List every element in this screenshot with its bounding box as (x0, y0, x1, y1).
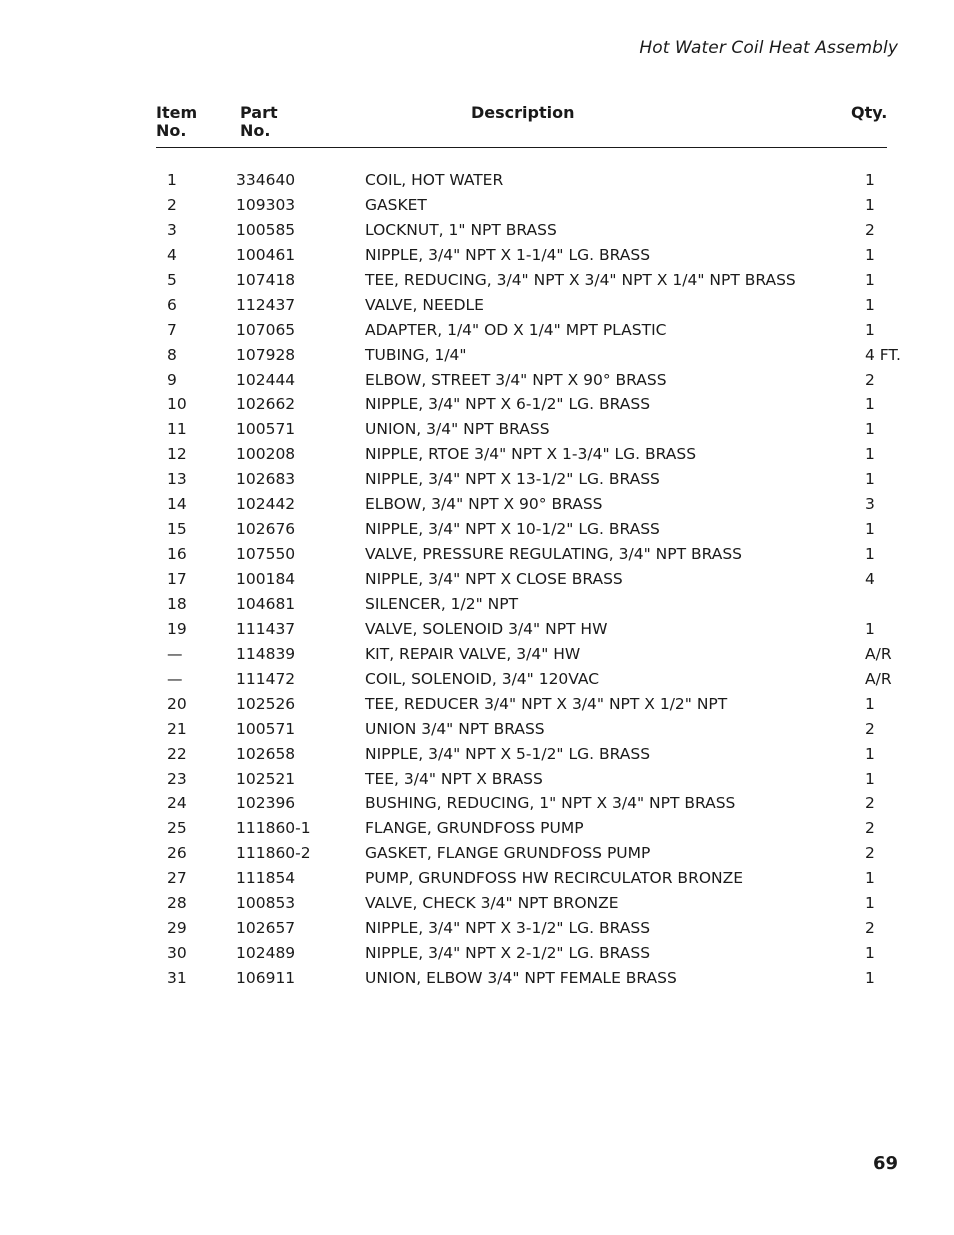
table-row (0, 816, 954, 841)
item-number: 11 (167, 420, 187, 439)
quantity: A/R (865, 669, 892, 688)
part-number: 100208 (236, 445, 296, 464)
quantity: 2 (865, 220, 875, 239)
item-number: 12 (167, 445, 187, 464)
header-item-no-line1: Item (156, 103, 198, 122)
part-description: SILENCER, 1/2" NPT (365, 594, 519, 613)
part-description: VALVE, PRESSURE REGULATING, 3/4" NPT BRASS (365, 545, 743, 564)
header-item-no-line2: No. (156, 121, 187, 140)
part-description: UNION, ELBOW 3/4" NPT FEMALE BRASS (365, 969, 677, 987)
table-row (0, 368, 954, 393)
item-number: 29 (167, 919, 187, 938)
part-description: GASKET (365, 195, 427, 214)
item-number: 28 (167, 894, 187, 913)
part-number: 102658 (236, 744, 296, 763)
part-number: 102676 (236, 520, 296, 539)
table-row (0, 442, 954, 467)
table-row (0, 243, 954, 268)
part-number: 107928 (236, 345, 296, 364)
table-row (0, 717, 954, 742)
item-number: 14 (167, 495, 187, 514)
quantity: 1 (865, 395, 875, 414)
header-divider (156, 147, 887, 148)
table-row (0, 592, 954, 617)
table-row (0, 542, 954, 567)
table-row (0, 318, 954, 343)
table-row (0, 642, 954, 667)
item-number: 3 (167, 220, 177, 239)
header-description: Description (471, 103, 575, 122)
header-item-no (156, 104, 197, 140)
part-description: LOCKNUT, 1" NPT BRASS (365, 220, 557, 239)
table-row (0, 841, 954, 866)
quantity: 2 (865, 794, 875, 813)
part-number: 111860-2 (236, 844, 311, 863)
quantity: 1 (865, 744, 875, 763)
quantity: 1 (865, 619, 875, 638)
part-description: TEE, 3/4" NPT X BRASS (365, 769, 543, 788)
part-number: 100571 (236, 420, 296, 439)
part-number: 111437 (236, 619, 296, 638)
part-number: 100853 (236, 894, 296, 913)
part-number: 100571 (236, 719, 296, 738)
quantity: 1 (865, 320, 875, 339)
part-description: NIPPLE, 3/4" NPT X 3-1/2" LG. BRASS (365, 919, 651, 938)
quantity: 1 (865, 245, 875, 264)
part-description: TEE, REDUCING, 3/4" NPT X 3/4" NPT X 1/4" NPT BRASS (365, 270, 796, 289)
item-number: 17 (167, 570, 187, 588)
quantity: 1 (865, 944, 875, 963)
table-row (0, 392, 954, 417)
table-row (0, 966, 954, 991)
table-row (0, 866, 954, 891)
table-row (0, 492, 954, 517)
quantity: 1 (865, 171, 875, 189)
part-number: 114839 (236, 644, 296, 663)
table-row (0, 742, 954, 767)
quantity: 1 (865, 894, 875, 913)
part-number: 102444 (236, 370, 296, 389)
item-number: 22 (167, 744, 187, 763)
part-description: UNION 3/4" NPT BRASS (365, 719, 545, 738)
quantity: 2 (865, 844, 875, 863)
part-number: 102442 (236, 495, 296, 514)
table-row (0, 941, 954, 966)
part-description: VALVE, SOLENOID 3/4" NPT HW (365, 619, 608, 638)
quantity: 1 (865, 520, 875, 539)
part-number: 100184 (236, 570, 296, 588)
table-row (0, 617, 954, 642)
quantity: A/R (865, 644, 892, 663)
item-number: — (167, 669, 183, 688)
quantity: 4 (865, 570, 875, 588)
table-row (0, 767, 954, 792)
part-number: 107418 (236, 270, 296, 289)
item-number: 2 (167, 195, 177, 214)
part-description: ELBOW, 3/4" NPT X 90° BRASS (365, 495, 603, 514)
part-description: ADAPTER, 1/4" OD X 1/4" MPT PLASTIC (365, 320, 667, 339)
part-number: 102662 (236, 395, 296, 414)
table-row (0, 567, 954, 592)
part-description: KIT, REPAIR VALVE, 3/4" HW (365, 644, 581, 663)
table-row (0, 517, 954, 542)
item-number: 7 (167, 320, 177, 339)
item-number: 31 (167, 969, 187, 987)
item-number: 9 (167, 370, 177, 389)
part-description: COIL, SOLENOID, 3/4" 120VAC (365, 669, 600, 688)
item-number: 5 (167, 270, 177, 289)
quantity: 1 (865, 694, 875, 713)
item-number: 8 (167, 345, 177, 364)
table-row (0, 193, 954, 218)
quantity: 1 (865, 969, 875, 987)
part-description: TUBING, 1/4" (365, 345, 467, 364)
part-description: NIPPLE, 3/4" NPT X CLOSE BRASS (365, 570, 623, 588)
part-number: 102489 (236, 944, 296, 963)
quantity: 1 (865, 769, 875, 788)
part-description: ELBOW, STREET 3/4" NPT X 90° BRASS (365, 370, 667, 389)
item-number: 6 (167, 295, 177, 314)
table-row (0, 168, 954, 193)
table-row (0, 791, 954, 816)
quantity: 1 (865, 195, 875, 214)
table-row (0, 692, 954, 717)
part-number: 107065 (236, 320, 296, 339)
quantity: 3 (865, 495, 875, 514)
part-number: 109303 (236, 195, 296, 214)
part-description: VALVE, NEEDLE (365, 295, 484, 314)
quantity: 1 (865, 420, 875, 439)
table-row (0, 667, 954, 692)
part-number: 111472 (236, 669, 296, 688)
quantity: 1 (865, 295, 875, 314)
part-number: 102521 (236, 769, 296, 788)
item-number: 20 (167, 694, 187, 713)
part-number: 100461 (236, 245, 296, 264)
part-number: 334640 (236, 171, 296, 189)
page-number: 69 (872, 1153, 898, 1174)
header-part-no-line1: Part (240, 103, 278, 122)
table-row (0, 343, 954, 368)
part-description: PUMP, GRUNDFOSS HW RECIRCULATOR BRONZE (365, 869, 744, 888)
item-number: 18 (167, 594, 187, 613)
part-number: 102683 (236, 470, 296, 489)
part-description: TEE, REDUCER 3/4" NPT X 3/4" NPT X 1/2" NPT (365, 694, 728, 713)
item-number: 13 (167, 470, 187, 489)
part-description: NIPPLE, 3/4" NPT X 6-1/2" LG. BRASS (365, 395, 651, 414)
quantity: 1 (865, 545, 875, 564)
part-description: NIPPLE, 3/4" NPT X 5-1/2" LG. BRASS (365, 744, 651, 763)
item-number: 30 (167, 944, 187, 963)
item-number: 21 (167, 719, 187, 738)
item-number: 15 (167, 520, 187, 539)
quantity: 1 (865, 445, 875, 464)
quantity: 2 (865, 819, 875, 838)
item-number: 19 (167, 619, 187, 638)
part-number: 111854 (236, 869, 296, 888)
part-description: BUSHING, REDUCING, 1" NPT X 3/4" NPT BRASS (365, 794, 736, 813)
part-number: 106911 (236, 969, 296, 987)
part-description: VALVE, CHECK 3/4" NPT BRONZE (365, 894, 619, 913)
table-row (0, 218, 954, 243)
part-description: UNION, 3/4" NPT BRASS (365, 420, 550, 439)
part-number: 100585 (236, 220, 296, 239)
part-description: NIPPLE, 3/4" NPT X 13-1/2" LG. BRASS (365, 470, 660, 489)
part-number: 111860-1 (236, 819, 311, 838)
part-number: 102657 (236, 919, 296, 938)
part-description: GASKET, FLANGE GRUNDFOSS PUMP (365, 844, 651, 863)
item-number: 10 (167, 395, 187, 414)
part-description: NIPPLE, 3/4" NPT X 10-1/2" LG. BRASS (365, 520, 660, 539)
header-part-no (240, 104, 278, 140)
parts-list (0, 168, 954, 991)
part-description: NIPPLE, 3/4" NPT X 1-1/4" LG. BRASS (365, 245, 651, 264)
quantity: 1 (865, 869, 875, 888)
item-number: 1 (167, 171, 177, 189)
table-row (0, 268, 954, 293)
item-number: 4 (167, 245, 177, 264)
quantity: 2 (865, 919, 875, 938)
part-description: NIPPLE, RTOE 3/4" NPT X 1-3/4" LG. BRASS (365, 445, 697, 464)
table-row (0, 891, 954, 916)
quantity: 4 FT. (865, 345, 901, 364)
table-row (0, 916, 954, 941)
header-part-no-line2: No. (240, 121, 271, 140)
item-number: 25 (167, 819, 187, 838)
part-number: 107550 (236, 545, 296, 564)
table-row (0, 467, 954, 492)
part-number: 102396 (236, 794, 296, 813)
item-number: 26 (167, 844, 187, 863)
item-number: 23 (167, 769, 187, 788)
quantity: 1 (865, 470, 875, 489)
header-qty: Qty. (851, 103, 888, 122)
part-description: NIPPLE, 3/4" NPT X 2-1/2" LG. BRASS (365, 944, 651, 963)
part-description: COIL, HOT WATER (365, 171, 504, 189)
table-row (0, 293, 954, 318)
running-head: Hot Water Coil Heat Assembly (639, 38, 898, 58)
item-number: 24 (167, 794, 187, 813)
quantity: 1 (865, 270, 875, 289)
part-number: 112437 (236, 295, 296, 314)
quantity: 2 (865, 370, 875, 389)
part-number: 102526 (236, 694, 296, 713)
item-number: — (167, 644, 183, 663)
quantity: 2 (865, 719, 875, 738)
item-number: 16 (167, 545, 187, 564)
item-number: 27 (167, 869, 187, 888)
table-row (0, 417, 954, 442)
part-description: FLANGE, GRUNDFOSS PUMP (365, 819, 584, 838)
part-number: 104681 (236, 594, 296, 613)
